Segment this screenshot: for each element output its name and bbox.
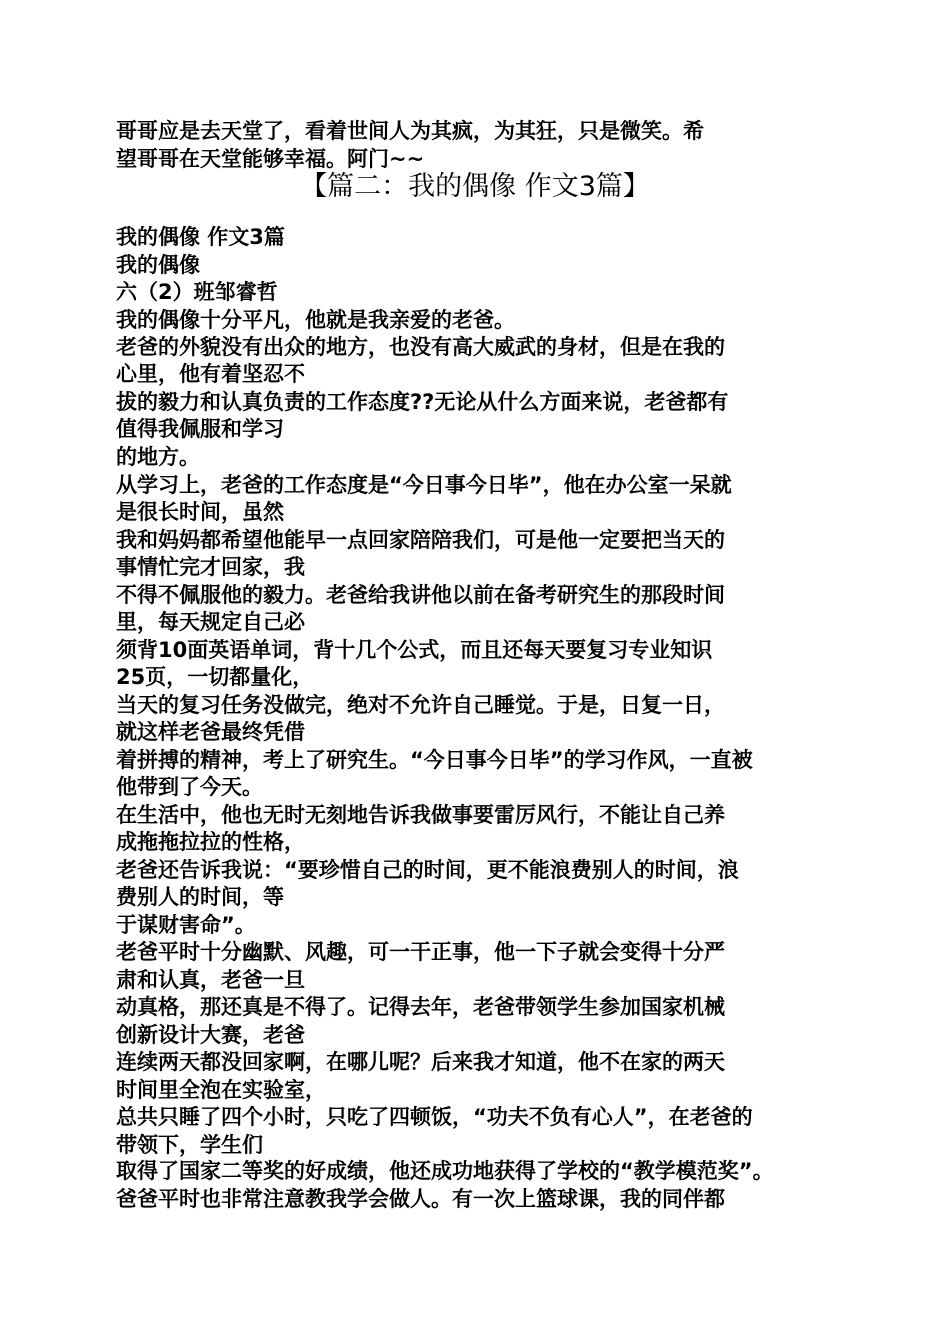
essay-line: 心里，他有着坚忍不 — [116, 362, 305, 386]
essay-line: 时间里全泡在实验室， — [116, 1078, 326, 1102]
essay-line: 的地方。 — [116, 445, 200, 469]
essay-line: 他带到了今天。 — [116, 775, 263, 799]
essay-line: 动真格，那还真是不得了。记得去年，老爸带领学生参加国家机械 — [116, 995, 725, 1019]
essay-line: 老爸平时十分幽默、风趣，可一干正事，他一下子就会变得十分严 — [116, 940, 725, 964]
essay-line: 肃和认真，老爸一旦 — [116, 968, 305, 992]
essay-line: 我的偶像十分平凡，他就是我亲爱的老爸。 — [116, 308, 515, 332]
essay-line: 拔的毅力和认真负责的工作态度??无论从什么方面来说，老爸都有 — [116, 390, 729, 414]
intro-line: 哥哥应是去天堂了，看着世间人为其疯，为其狂，只是微笑。希 — [116, 119, 704, 143]
section-heading: 【篇二：我的偶像 作文3篇】 — [300, 171, 650, 202]
essay-line: 值得我佩服和学习 — [116, 417, 284, 441]
essay-line: 着拼搏的精神，考上了研究生。“今日事今日毕”的学习作风，一直被 — [116, 748, 753, 772]
essay-line: 老爸的外貌没有出众的地方，也没有高大威武的身材，但是在我的 — [116, 335, 725, 359]
essay-line: 就这样老爸最终凭借 — [116, 720, 305, 744]
intro-line: 望哥哥在天堂能够幸福。阿门~~ — [116, 147, 425, 171]
essay-line: 老爸还告诉我说：“要珍惜自己的时间，更不能浪费别人的时间，浪 — [116, 858, 739, 882]
essay-line: 取得了国家二等奖的好成绩，他还成功地获得了学校的“教学模范奖”。 — [116, 1159, 774, 1183]
essay-line: 创新设计大赛，老爸 — [116, 1023, 305, 1047]
essay-line: 当天的复习任务没做完，绝对不允许自己睡觉。于是，日复一日， — [116, 693, 725, 717]
essay-line: 我的偶像 作文3篇 — [116, 225, 285, 249]
essay-line: 25页，一切都量化， — [116, 665, 314, 689]
essay-line: 须背10面英语单词，背十几个公式，而且还每天要复习专业知识 — [116, 638, 713, 662]
essay-line: 带领下，学生们 — [116, 1133, 263, 1157]
essay-line: 总共只睡了四个小时，只吃了四顿饭，“功夫不负有心人”，在老爸的 — [116, 1105, 753, 1129]
essay-line: 我的偶像 — [116, 253, 200, 277]
essay-line: 是很长时间，虽然 — [116, 500, 284, 524]
essay-line: 事情忙完才回家，我 — [116, 555, 305, 579]
essay-line: 于谋财害命”。 — [116, 913, 256, 937]
essay-line: 爸爸平时也非常注意教我学会做人。有一次上篮球课，我的同伴都 — [116, 1187, 725, 1211]
essay-line: 从学习上，老爸的工作态度是“今日事今日毕”，他在办公室一呆就 — [116, 473, 732, 497]
essay-line: 六（2）班邹睿哲 — [116, 280, 278, 304]
essay-line: 里，每天规定自己必 — [116, 610, 305, 634]
essay-line: 我和妈妈都希望他能早一点回家陪陪我们，可是他一定要把当天的 — [116, 528, 725, 552]
essay-line: 不得不佩服他的毅力。老爸给我讲他以前在备考研究生的那段时间 — [116, 583, 725, 607]
essay-line: 成拖拖拉拉的性格， — [116, 830, 305, 854]
essay-line: 费别人的时间，等 — [116, 885, 284, 909]
essay-line: 连续两天都没回家啊，在哪儿呢？后来我才知道，他不在家的两天 — [116, 1050, 725, 1074]
essay-line: 在生活中，他也无时无刻地告诉我做事要雷厉风行，不能让自己养 — [116, 803, 725, 827]
